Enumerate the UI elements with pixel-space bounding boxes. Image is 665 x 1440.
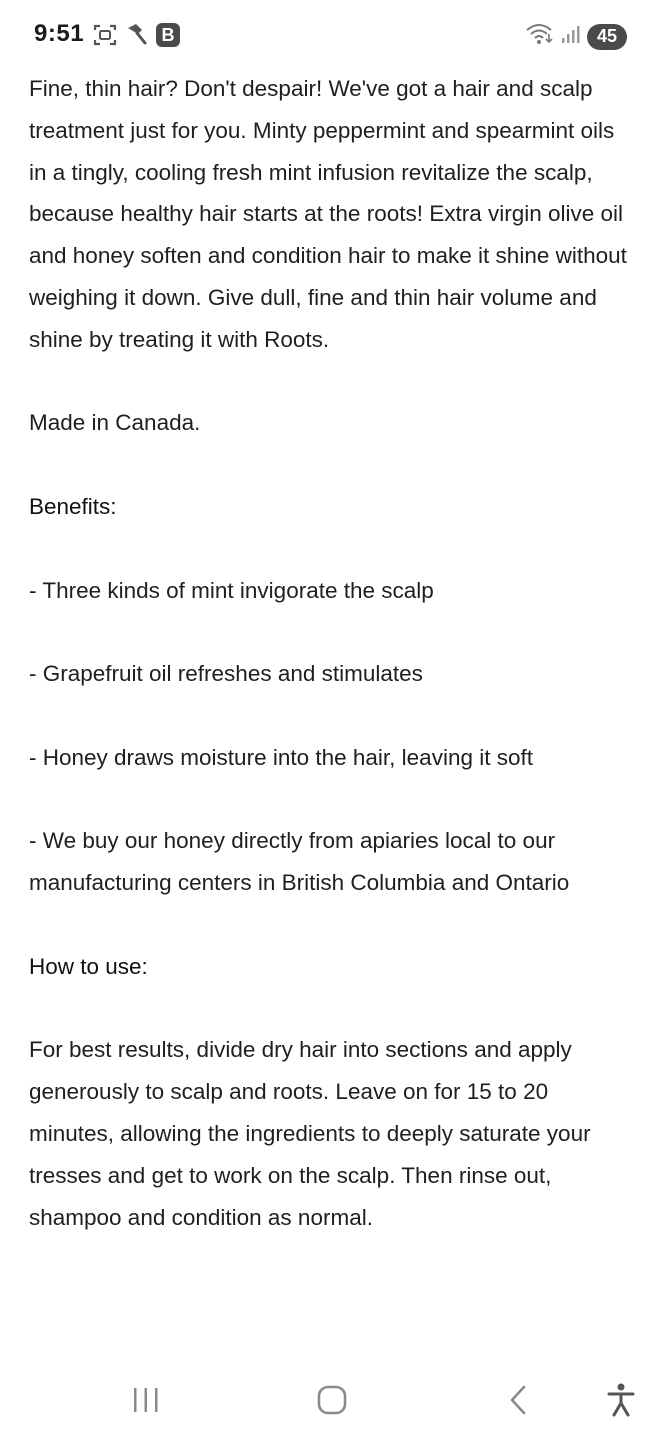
- benefit-item: - Three kinds of mint invigorate the scalp: [29, 577, 434, 603]
- b-app-icon: B: [156, 23, 180, 47]
- screenshot-icon: [92, 22, 118, 48]
- navigation-bar: [0, 1360, 665, 1440]
- recent-apps-icon: [131, 1386, 161, 1414]
- benefit-item: - We buy our honey directly from apiaries local to our manufacturing centers in British Columbia and Ontario: [29, 828, 570, 896]
- status-time: 9:51: [34, 20, 85, 47]
- back-icon: [506, 1384, 530, 1416]
- signal-icon: [561, 24, 581, 49]
- product-description: [29, 68, 634, 1238]
- howto-heading: How to use:: [29, 953, 148, 979]
- status-bar: [0, 0, 665, 72]
- status-icons-left: [92, 22, 180, 48]
- back-button[interactable]: [494, 1378, 542, 1422]
- benefit-item: - Grapefruit oil refreshes and stimulates: [29, 661, 423, 687]
- accessibility-icon: [606, 1382, 636, 1418]
- battery-icon: 45: [587, 24, 627, 50]
- benefits-heading: Benefits:: [29, 493, 117, 519]
- howto-paragraph: For best results, divide dry hair into sections and apply generously to scalp and roots. Leave on for 15 to 20 minutes, allowing the ingredients to deeply saturate your tresses and get to work on the scalp. Then rinse out, shampoo and condition as normal.: [29, 1037, 597, 1230]
- intro-paragraph: Fine, thin hair? Don't despair! We've got a hair and scalp treatment just for you. Minty peppermint and spearmint oils in a tingly, cooling fresh mint infusion revitalize the scalp, because healthy hair starts at the roots! Extra virgin olive oil and honey soften and condition hair to make it shine without weighing it down. Give dull, fine and thin hair volume and shine by treating it with Roots.: [29, 76, 634, 352]
- wifi-icon: [525, 22, 555, 51]
- home-button[interactable]: [308, 1378, 356, 1422]
- origin-text: Made in Canada.: [29, 410, 201, 436]
- recent-apps-button[interactable]: [122, 1378, 170, 1422]
- status-icons-right: [525, 22, 627, 51]
- hammer-icon: [124, 22, 148, 48]
- accessibility-button[interactable]: [597, 1378, 645, 1422]
- home-icon: [316, 1384, 348, 1416]
- benefit-item: - Honey draws moisture into the hair, leaving it soft: [29, 744, 533, 770]
